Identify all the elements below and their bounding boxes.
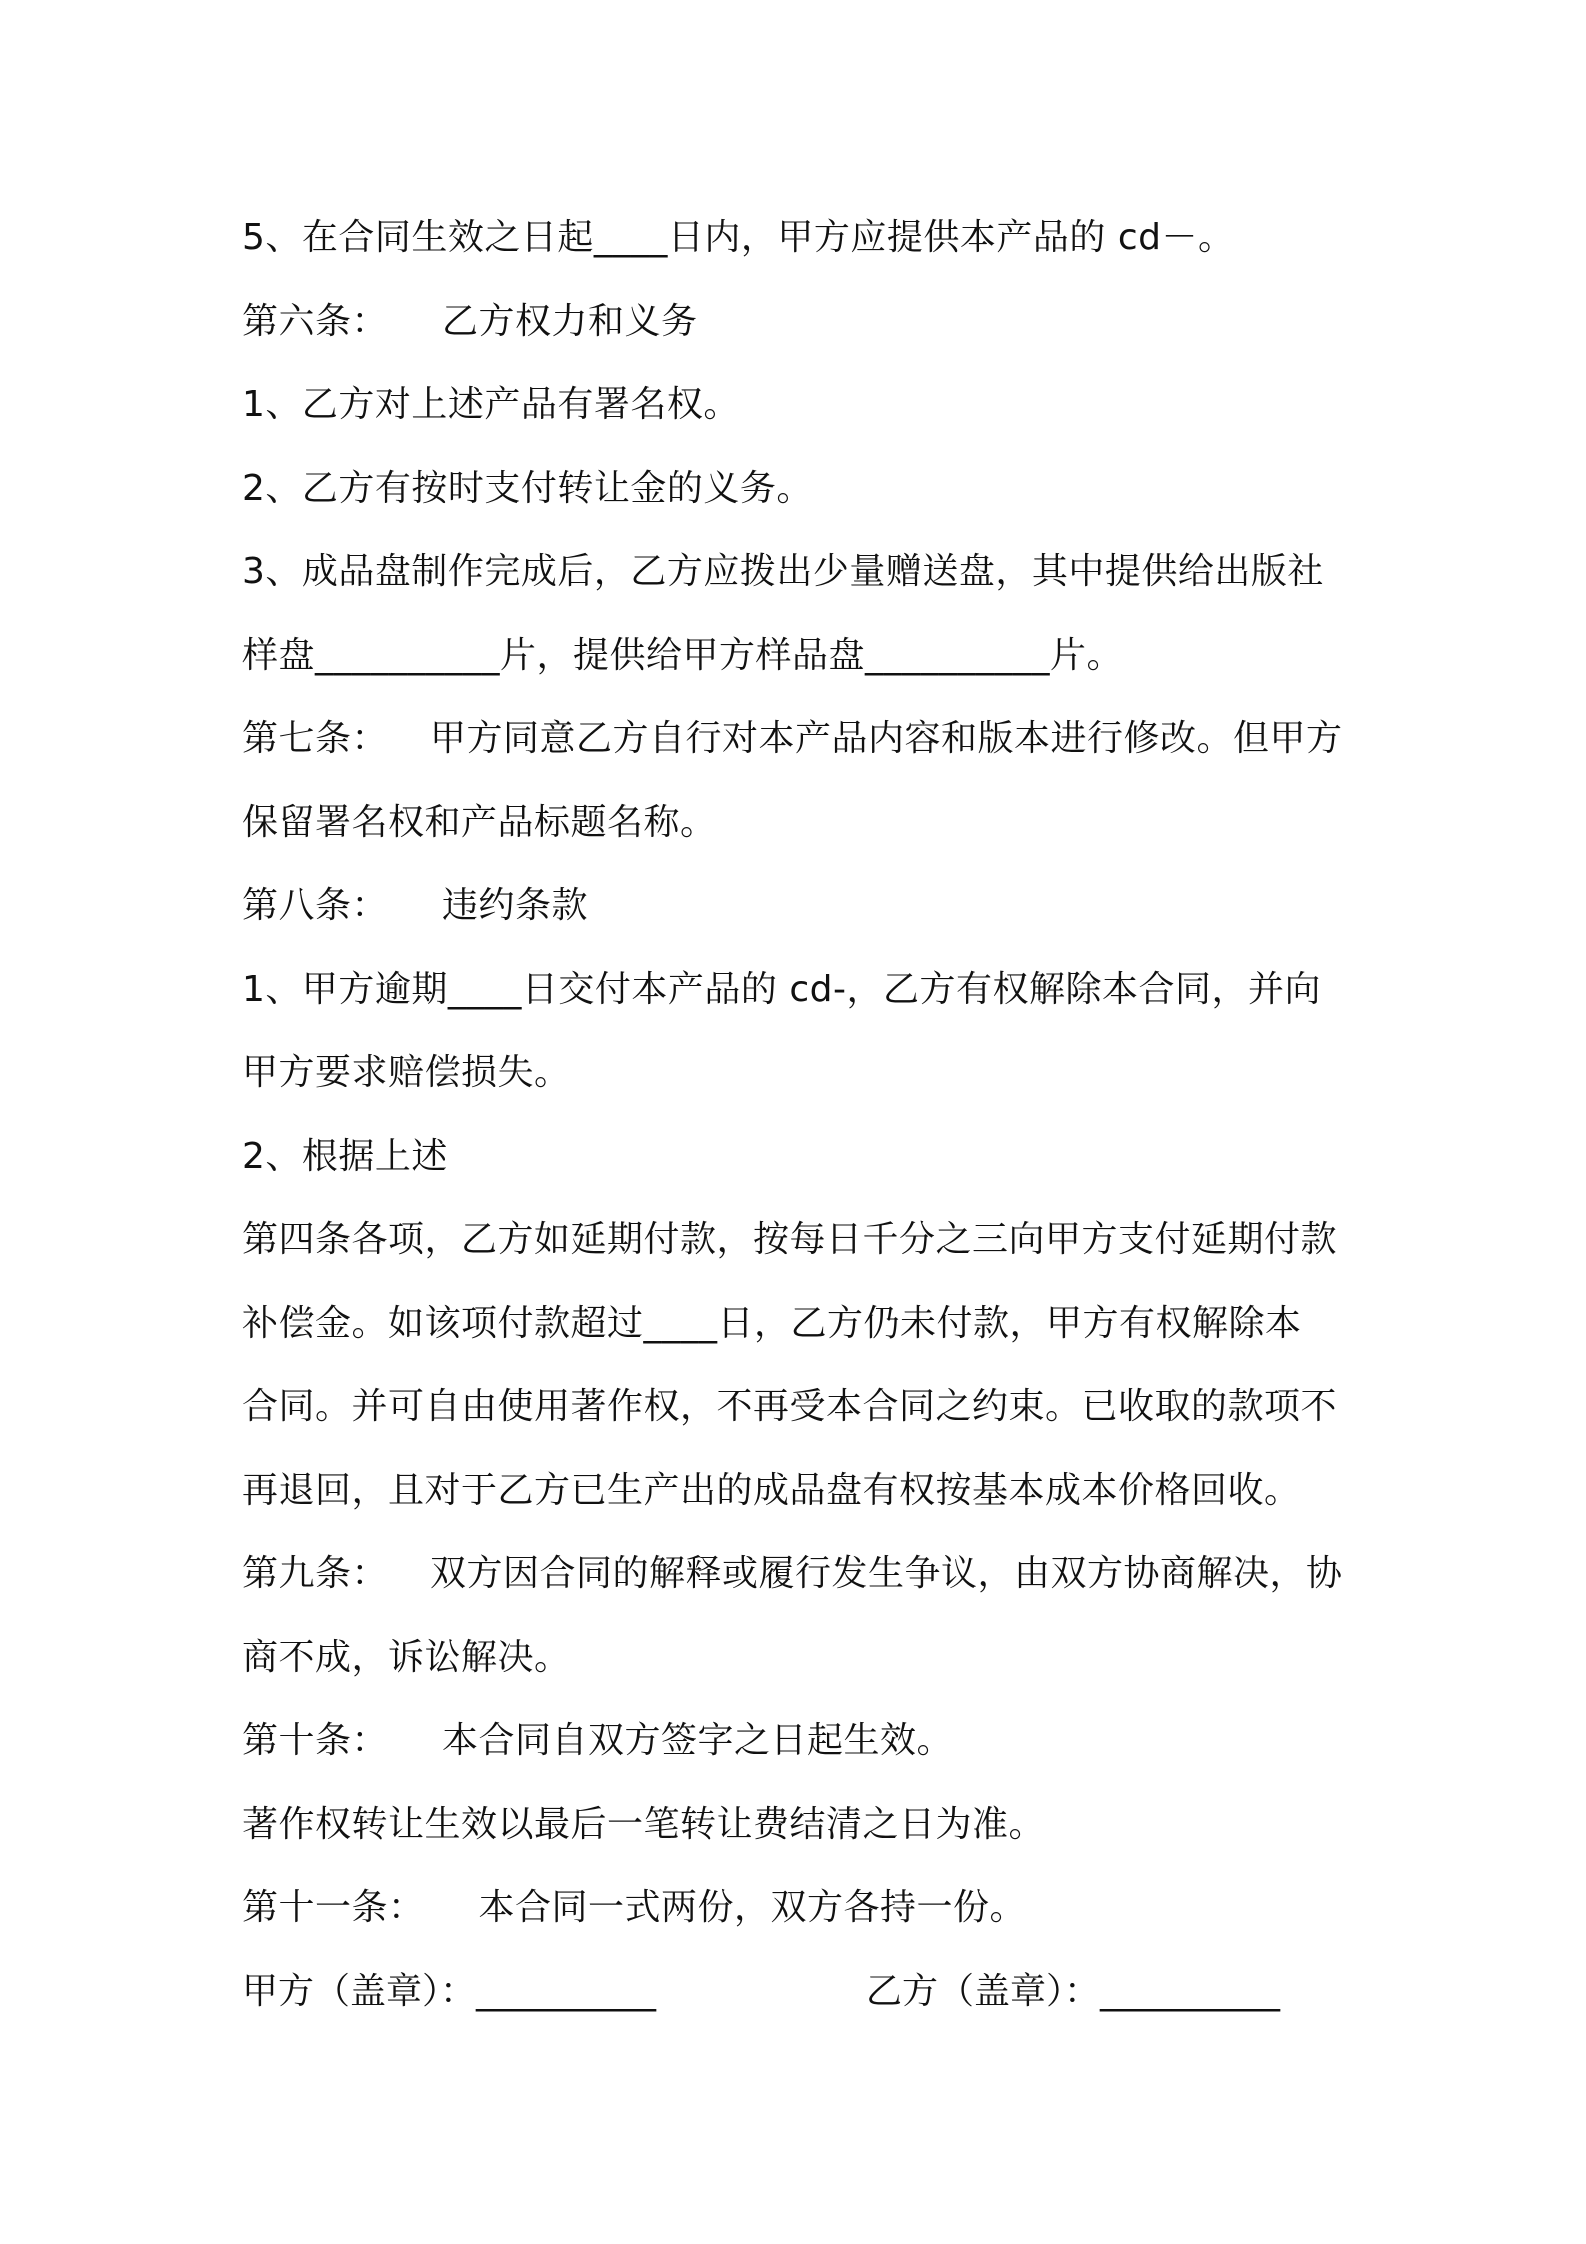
article-8-item-2-line-2: 第四条各项，乙方如延期付款，按每日千分之三向甲方支付延期付款 [242,1219,1338,1260]
article-8-item-2-line-3: 补偿金。如该项付款超过____日，乙方仍未付款，甲方有权解除本 [242,1302,1302,1344]
article-8-item-1: 1、甲方逾期____日交付本产品的 cd-，乙方有权解除本合同，并向 [242,968,1321,1010]
article-10-text: 本合同自双方签字之日起生效。 [442,1720,954,1761]
article-6-item-3: 3、成品盘制作完成后，乙方应拨出少量赠送盘，其中提供给出版社 [242,551,1324,592]
article-8-item-2-line-4: 合同。并可自由使用著作权，不再受本合同之约束。已收取的款项不 [242,1386,1338,1427]
article-6-heading [242,280,1362,364]
article-6-item-2: 2、乙方有按时支付转让金的义务。 [242,467,813,509]
article-9-continued: 商不成，诉讼解决。 [242,1636,571,1678]
party-a-seal-line: 甲方（盖章）：__________ [242,1970,657,2012]
article-7-heading [242,697,1362,781]
article-11-text: 本合同一式两份，双方各持一份。 [478,1887,1027,1928]
article-9-text: 双方因合同的解释或履行发生争议，由双方协商解决，协 [430,1553,1343,1594]
article-8-item-2: 2、根据上述 [242,1135,448,1177]
article-10-note: 著作权转让生效以最后一笔转让费结清之日为准。 [242,1803,1046,1845]
party-b-seal-line: 乙方（盖章）：__________ [866,1970,1281,2012]
article-8-item-1-continued: 甲方要求赔偿损失。 [242,1052,571,1093]
article-11-label: 第十一条： [242,1887,425,1928]
article-11-heading [242,1866,1362,1950]
article-7-text: 甲方同意乙方自行对本产品内容和版本进行修改。但甲方 [430,718,1343,759]
article-6-title: 乙方权力和义务 [442,300,698,342]
article-8-heading [242,864,1362,948]
article-7-continued: 保留署名权和产品标题名称。 [242,801,717,843]
article-9-label: 第九条： [242,1553,389,1594]
contract-body [242,196,1362,2033]
article-10-label: 第十条： [242,1720,389,1761]
article-10-heading [242,1699,1362,1783]
article-9-heading [242,1532,1362,1616]
signature-row [242,1950,1362,2034]
article-6-item-3-continued: 样盘__________片，提供给甲方样品盘__________片。 [242,634,1124,676]
clause-5-delivery: 5、在合同生效之日起____日内，甲方应提供本产品的 cd－。 [242,217,1235,258]
article-7-label: 第七条： [242,718,389,759]
article-6-item-1: 1、乙方对上述产品有署名权。 [242,384,740,425]
article-8-label: 第八条： [242,885,389,926]
article-8-item-2-line-5: 再退回，且对于乙方已生产出的成品盘有权按基本成本价格回收。 [242,1469,1301,1511]
article-6-label: 第六条： [242,300,389,342]
article-8-title: 违约条款 [442,885,589,926]
